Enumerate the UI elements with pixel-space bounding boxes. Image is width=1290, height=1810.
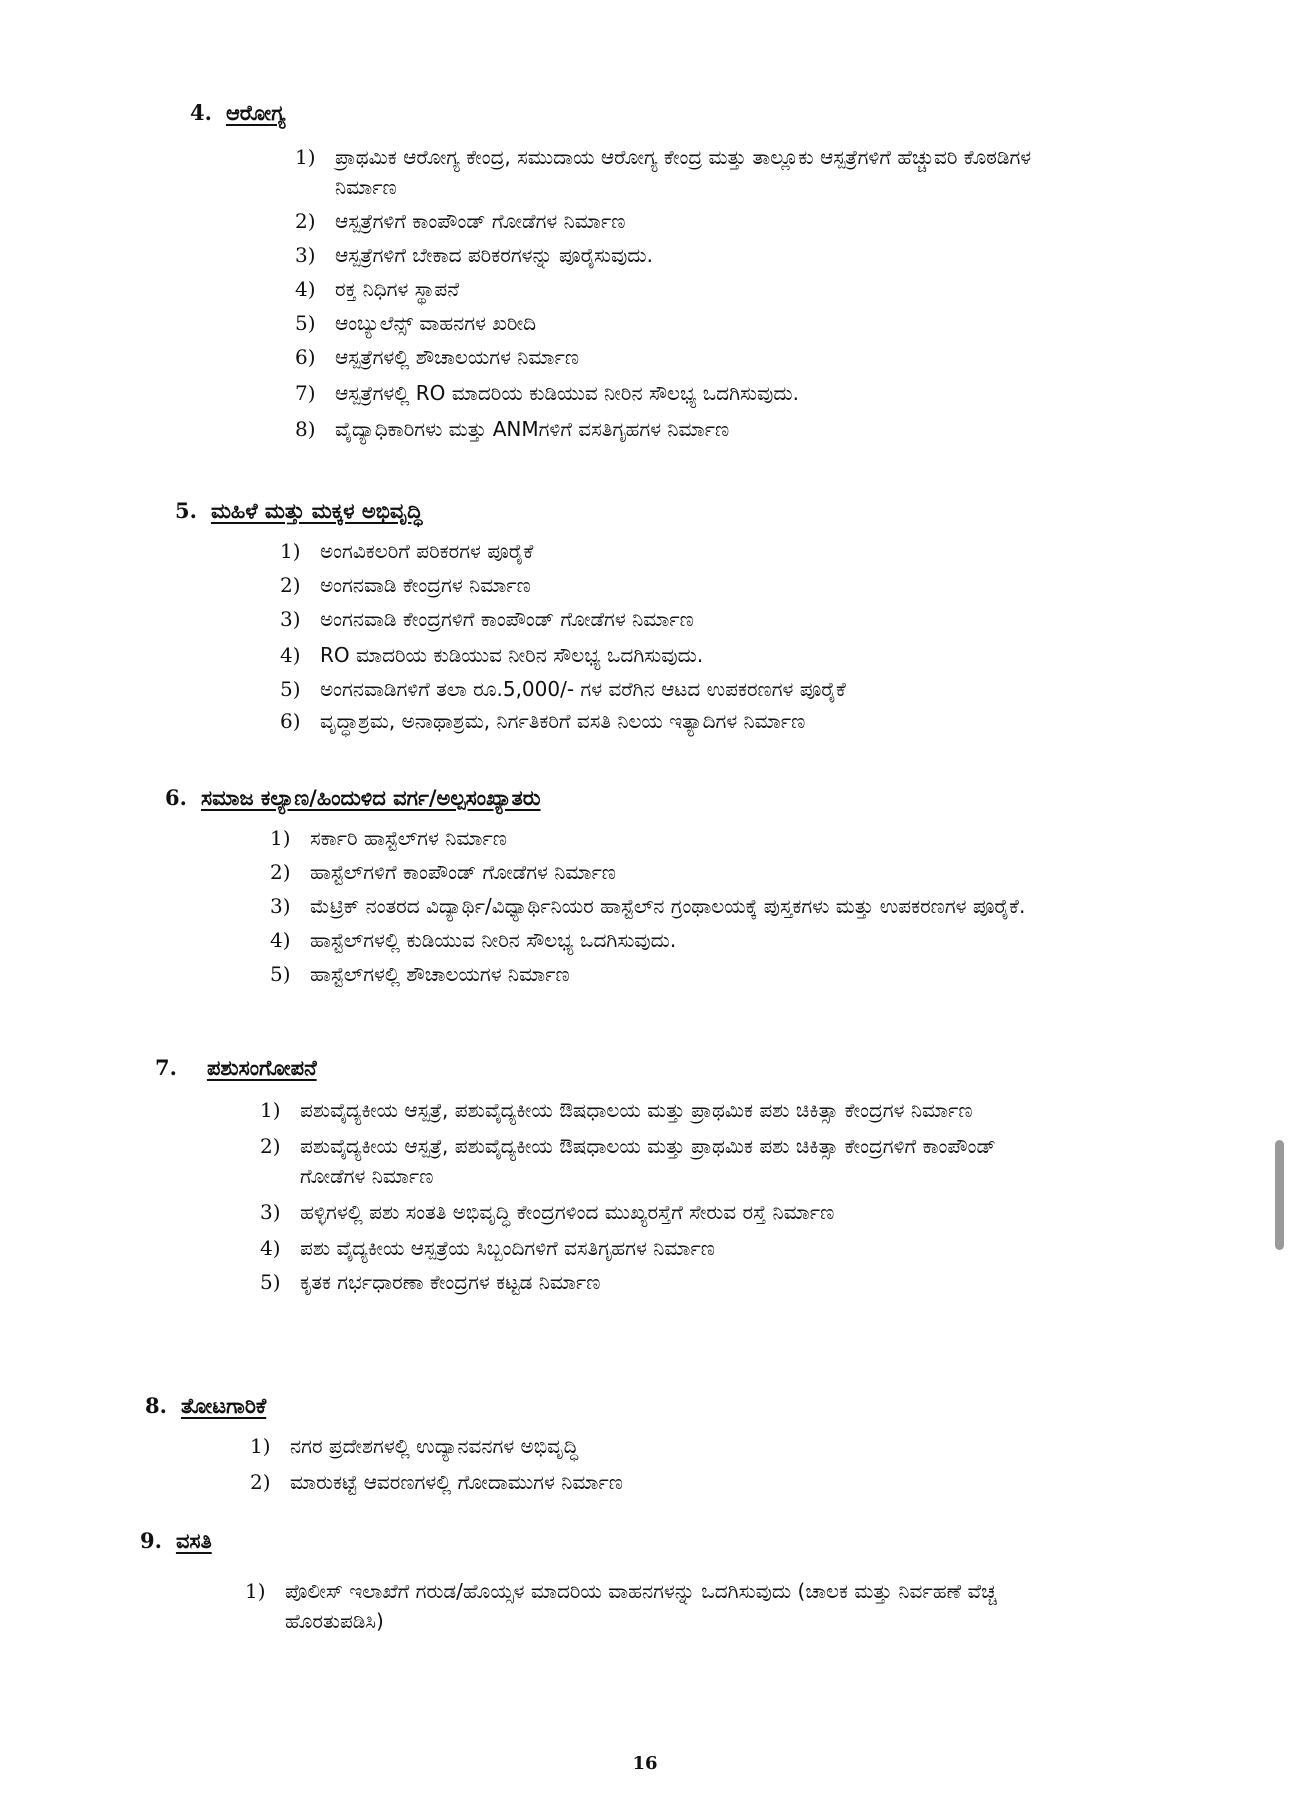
item-text: ವೈದ್ಯಾಧಿಕಾರಿಗಳು ಮತ್ತು ANMಗಳಿಗೆ ವಸತಿಗೃಹಗಳ ನಿರ್ಮಾಣ bbox=[335, 417, 730, 441]
list-item bbox=[295, 378, 1035, 408]
section-heading bbox=[140, 1528, 1080, 1554]
item-text: ಮೆಟ್ರಿಕ್ ನಂತರದ ವಿದ್ಯಾರ್ಥಿ/ವಿಧ್ಯಾರ್ಥಿನಿಯರ ಹಾಸ್ಟೆಲ್‌ನ ಗ್ರಂಥಾಲಯಕ್ಕೆ ಪುಸ್ತಕಗಳು ಮತ್ತು ಉಪಕರಣಗಳ ಪೂರೈಕೆ. bbox=[310, 894, 1026, 918]
item-text: ಅಂಗವಿಕಲರಿಗೆ ಪರಿಕರಗಳ ಪೂರೈಕೆ bbox=[320, 539, 534, 563]
scrollbar-thumb[interactable] bbox=[1275, 1140, 1284, 1250]
item-text: ಹಾಸ್ಟೆಲ್‌ಗಳಿಗೆ ಕಾಂಪೌಂಡ್ ಗೋಡೆಗಳ ನಿರ್ಮಾಣ bbox=[310, 860, 616, 884]
item-index: 2) bbox=[270, 860, 291, 884]
list-item bbox=[295, 414, 1035, 444]
item-index: 2) bbox=[250, 1470, 271, 1494]
item-list bbox=[260, 1095, 1060, 1297]
item-list bbox=[245, 1576, 1035, 1636]
list-item bbox=[270, 959, 1030, 989]
item-text: ಅಂಗನವಾಡಿ ಕೇಂದ್ರಗಳ ನಿರ್ಮಾಣ bbox=[320, 573, 531, 597]
list-item bbox=[260, 1197, 1060, 1227]
section-housing bbox=[140, 1528, 1080, 1636]
section-number: 8. bbox=[145, 1393, 167, 1418]
item-text: ಆಸ್ಪತ್ರೆಗಳಿಗೆ ಕಾಂಪೌಂಡ್ ಗೋಡೆಗಳ ನಿರ್ಮಾಣ bbox=[335, 209, 626, 233]
item-index: 6) bbox=[280, 709, 301, 733]
item-text: RO ಮಾದರಿಯ ಕುಡಿಯುವ ನೀರಿನ ಸೌಲಭ್ಯ ಒದಗಿಸುವುದು. bbox=[320, 643, 704, 667]
item-index: 3) bbox=[270, 894, 291, 918]
item-text: ನಗರ ಪ್ರದೇಶಗಳಲ್ಲಿ ಉದ್ಯಾನವನಗಳ ಅಭಿವೃದ್ಧಿ bbox=[290, 1434, 579, 1458]
item-list bbox=[295, 142, 1035, 444]
list-item bbox=[280, 640, 1050, 670]
item-index: 4) bbox=[260, 1236, 281, 1260]
list-item bbox=[270, 891, 1030, 921]
item-text: ಅಂಗನವಾಡಿಗಳಿಗೆ ತಲಾ ರೂ.5,000/- ಗಳ ವರೆಗಿನ ಆಟದ ಉಪಕರಣಗಳ ಪೂರೈಕೆ bbox=[320, 677, 846, 701]
section-title: ಆರೋಗ್ಯ bbox=[225, 101, 286, 125]
section-animal-husbandry bbox=[155, 1055, 1085, 1297]
item-text: ಹಳ್ಳಿಗಳಲ್ಲಿ ಪಶು ಸಂತತಿ ಅಭಿವೃದ್ಧಿ ಕೇಂದ್ರಗಳಿಂದ ಮುಖ್ಯರಸ್ತೆಗೆ ಸೇರುವ ರಸ್ತೆ ನಿರ್ಮಾಣ bbox=[300, 1200, 835, 1224]
section-number: 4. bbox=[190, 100, 212, 125]
item-index: 3) bbox=[260, 1200, 281, 1224]
item-text: ಪೊಲೀಸ್ ಇಲಾಖೆಗೆ ಗರುಡ/ಹೊಯ್ಸಳ ಮಾದರಿಯ ವಾಹನಗಳನ್ನು ಒದಗಿಸುವುದು (ಚಾಲಕ ಮತ್ತು ನಿರ್ವಹಣೆ ವೆಚ್ಚ ಹೊರತುಪಡಿಸಿ) bbox=[285, 1579, 997, 1633]
list-item bbox=[250, 1431, 1010, 1461]
item-text: ಪ್ರಾಥಮಿಕ ಆರೋಗ್ಯ ಕೇಂದ್ರ, ಸಮುದಾಯ ಆರೋಗ್ಯ ಕೇಂದ್ರ ಮತ್ತು ತಾಲ್ಲೂಕು ಆಸ್ಪತ್ರೆಗಳಿಗೆ ಹೆಚ್ಚುವರಿ ಕೊಠಡಿಗಳ ನಿರ್ಮಾಣ bbox=[335, 145, 1032, 199]
item-index: 1) bbox=[245, 1579, 266, 1603]
item-text: ಕೃತಕ ಗರ್ಭಧಾರಣಾ ಕೇಂದ್ರಗಳ ಕಟ್ಟಡ ನಿರ್ಮಾಣ bbox=[300, 1270, 601, 1294]
section-title: ಪಶುಸಂಗೋಪನೆ bbox=[206, 1056, 317, 1080]
list-item bbox=[280, 536, 1050, 566]
list-item bbox=[270, 823, 1030, 853]
section-horticulture bbox=[145, 1393, 1045, 1497]
section-health bbox=[190, 100, 1070, 444]
item-index: 6) bbox=[295, 345, 316, 369]
section-heading bbox=[165, 785, 1065, 811]
item-index: 1) bbox=[270, 826, 291, 850]
list-item bbox=[280, 604, 1050, 634]
item-text: ಪಶುವೈದ್ಯಕೀಯ ಆಸ್ಪತ್ರೆ, ಪಶುವೈದ್ಯಕೀಯ ಔಷಧಾಲಯ ಮತ್ತು ಪ್ರಾಥಮಿಕ ಪಶು ಚಿಕಿತ್ಸಾ ಕೇಂದ್ರಗಳ ನಿರ್ಮಾಣ bbox=[300, 1098, 973, 1122]
section-heading bbox=[190, 100, 1070, 126]
list-item bbox=[260, 1095, 1060, 1125]
list-item bbox=[270, 925, 1030, 955]
section-heading bbox=[145, 1393, 1045, 1419]
item-text: ಸರ್ಕಾರಿ ಹಾಸ್ಟೆಲ್‌ಗಳ ನಿರ್ಮಾಣ bbox=[310, 826, 507, 850]
section-number: 5. bbox=[175, 498, 197, 523]
item-index: 4) bbox=[295, 277, 316, 301]
item-index: 1) bbox=[280, 539, 301, 563]
item-list bbox=[250, 1431, 1010, 1497]
item-index: 5) bbox=[270, 962, 291, 986]
item-list bbox=[270, 823, 1030, 989]
list-item bbox=[270, 857, 1030, 887]
list-item bbox=[260, 1267, 1060, 1297]
item-text: ವೃದ್ಧಾಶ್ರಮ, ಅನಾಥಾಶ್ರಮ, ನಿರ್ಗತಿಕರಿಗೆ ವಸತಿ ನಿಲಯ ಇತ್ಯಾದಿಗಳ ನಿರ್ಮಾಣ bbox=[320, 709, 806, 733]
item-index: 3) bbox=[295, 243, 316, 267]
section-heading bbox=[175, 498, 1075, 524]
list-item bbox=[295, 342, 1035, 372]
item-index: 2) bbox=[260, 1134, 281, 1158]
item-text: ಮಾರುಕಟ್ಟೆ ಆವರಣಗಳಲ್ಲಿ ಗೋದಾಮುಗಳ ನಿರ್ಮಾಣ bbox=[290, 1470, 623, 1494]
item-index: 7) bbox=[295, 381, 316, 405]
item-list bbox=[280, 536, 1050, 736]
section-title: ಮಹಿಳೆ ಮತ್ತು ಮಕ್ಕಳ ಅಭಿವೃದ್ಧಿ bbox=[210, 499, 423, 523]
item-text: ಆಸ್ಪತ್ರೆಗಳಲ್ಲಿ ಶೌಚಾಲಯಗಳ ನಿರ್ಮಾಣ bbox=[335, 345, 580, 369]
section-women-child bbox=[175, 498, 1075, 736]
item-text: ಪಶು ವೈದ್ಯಕೀಯ ಆಸ್ಪತ್ರೆಯ ಸಿಬ್ಬಂದಿಗಳಿಗೆ ವಸತಿಗೃಹಗಳ ನಿರ್ಮಾಣ bbox=[300, 1236, 715, 1260]
list-item bbox=[295, 274, 1035, 304]
item-text: ಹಾಸ್ಟೆಲ್‌ಗಳಲ್ಲಿ ಕುಡಿಯುವ ನೀರಿನ ಸೌಲಭ್ಯ ಒದಗಿಸುವುದು. bbox=[310, 928, 677, 952]
list-item bbox=[280, 706, 1050, 736]
item-text: ಆಸ್ಪತ್ರೆಗಳಿಗೆ ಬೇಕಾದ ಪರಿಕರಗಳನ್ನು ಪೂರೈಸುವುದು. bbox=[335, 243, 653, 267]
list-item bbox=[295, 206, 1035, 236]
list-item bbox=[260, 1131, 1060, 1191]
item-text: ಅಂಗನವಾಡಿ ಕೇಂದ್ರಗಳಿಗೆ ಕಾಂಪೌಂಡ್ ಗೋಡೆಗಳ ನಿರ್ಮಾಣ bbox=[320, 607, 694, 631]
item-text: ಆಂಬ್ಯುಲೆನ್ಸ್ ವಾಹನಗಳ ಖರೀದಿ bbox=[335, 311, 537, 335]
item-index: 3) bbox=[280, 607, 301, 631]
section-number: 7. bbox=[155, 1055, 177, 1080]
section-title: ಸಮಾಜ ಕಲ್ಯಾಣ/ಹಿಂದುಳಿದ ವರ್ಗ/ಅಲ್ಪಸಂಖ್ಯಾತರು bbox=[200, 786, 541, 810]
item-text: ಆಸ್ಪತ್ರೆಗಳಲ್ಲಿ RO ಮಾದರಿಯ ಕುಡಿಯುವ ನೀರಿನ ಸೌಲಭ್ಯ ಒದಗಿಸುವುದು. bbox=[335, 381, 799, 405]
list-item bbox=[250, 1467, 1010, 1497]
item-index: 2) bbox=[295, 209, 316, 233]
item-index: 8) bbox=[295, 417, 316, 441]
item-text: ಪಶುವೈದ್ಯಕೀಯ ಆಸ್ಪತ್ರೆ, ಪಶುವೈದ್ಯಕೀಯ ಔಷಧಾಲಯ ಮತ್ತು ಪ್ರಾಥಮಿಕ ಪಶು ಚಿಕಿತ್ಸಾ ಕೇಂದ್ರಗಳಿಗೆ ಕಾಂಪೌಂಡ್ ಗೋಡೆಗಳ ನಿರ್ಮಾಣ bbox=[300, 1134, 996, 1188]
list-item bbox=[295, 142, 1035, 202]
list-item bbox=[295, 240, 1035, 270]
page-number: 16 bbox=[632, 1753, 658, 1774]
item-index: 5) bbox=[260, 1270, 281, 1294]
item-text: ರಕ್ತ ನಿಧಿಗಳ ಸ್ಥಾಪನೆ bbox=[335, 277, 460, 301]
item-text: ಹಾಸ್ಟೆಲ್‌ಗಳಲ್ಲಿ ಶೌಚಾಲಯಗಳ ನಿರ್ಮಾಣ bbox=[310, 962, 570, 986]
item-index: 4) bbox=[270, 928, 291, 952]
item-index: 1) bbox=[295, 145, 316, 169]
item-index: 2) bbox=[280, 573, 301, 597]
item-index: 4) bbox=[280, 643, 301, 667]
list-item bbox=[280, 570, 1050, 600]
list-item bbox=[260, 1233, 1060, 1263]
list-item bbox=[245, 1576, 1035, 1636]
section-title: ತೋಟಗಾರಿಕೆ bbox=[180, 1394, 267, 1418]
list-item bbox=[280, 674, 1050, 704]
item-index: 5) bbox=[280, 677, 301, 701]
item-index: 1) bbox=[260, 1098, 281, 1122]
item-index: 5) bbox=[295, 311, 316, 335]
section-social-welfare bbox=[165, 785, 1065, 989]
section-title: ವಸತಿ bbox=[175, 1529, 212, 1553]
section-number: 6. bbox=[165, 785, 187, 810]
section-number: 9. bbox=[140, 1528, 162, 1553]
section-heading bbox=[155, 1055, 1085, 1081]
list-item bbox=[295, 308, 1035, 338]
item-index: 1) bbox=[250, 1434, 271, 1458]
